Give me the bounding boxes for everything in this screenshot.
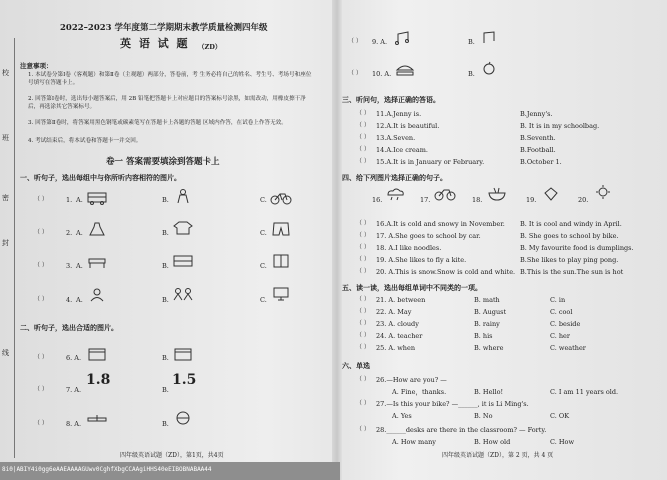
answer-paren[interactable]: （ ）: [356, 220, 370, 227]
option-c: C. cool: [550, 308, 573, 316]
bicycle-icon: [270, 190, 292, 204]
answer-paren[interactable]: （ ）: [356, 244, 370, 251]
question-label: 6. A.: [66, 354, 82, 362]
section-three-heading: 三、听问句，选择正确的答语。: [342, 95, 440, 104]
option-a: A.: [76, 262, 83, 270]
option-b: B. where: [474, 344, 504, 352]
option-b: B.: [162, 354, 169, 362]
rain-cloud-icon: [384, 186, 406, 200]
answer-paren[interactable]: （ ）: [348, 70, 362, 77]
note-item: 2. 回答第Ⅰ卷时，选出每小题答案后，用 2B 铅笔把答题卡上对应题目的答案标号涂黑，如需改动，用橡皮擦干净后，再选涂其它答案标号。: [28, 96, 306, 110]
binding-label: 线: [2, 349, 9, 357]
option-b: B. My favourite food is dumplings.: [520, 244, 634, 252]
option-a: 16.A.It is cold and snowy in November.: [376, 220, 505, 228]
question-label: 9. A.: [372, 38, 388, 46]
option-c: C. OK: [550, 412, 570, 420]
option-b: B. August: [474, 308, 507, 316]
page-two: [342, 28, 652, 464]
option-b: B.: [162, 296, 169, 304]
answer-paren[interactable]: （ ）: [356, 232, 370, 239]
answer-paren[interactable]: （ ）: [356, 332, 370, 339]
option-b: B.: [162, 229, 169, 237]
answer-paren[interactable]: （ ）: [356, 256, 370, 263]
answer-paren[interactable]: （ ）: [348, 38, 362, 45]
option-c: C. beside: [550, 320, 581, 328]
option-b: B.: [162, 262, 169, 270]
answer-paren[interactable]: （ ）: [356, 308, 370, 315]
music-note-icon: [478, 30, 500, 44]
picture-number: 19.: [526, 196, 537, 204]
option-a: 13.A.Seven.: [376, 134, 416, 142]
scan-code: 8i0|ABIY4i0gg6eAAEAAAAGUwv0CghfXbgCCAAgiHHS40eEIBOBNABAA44: [2, 466, 212, 473]
apple-icon: [478, 60, 500, 74]
question-number: 1.: [66, 196, 73, 204]
table-tennis-icon: [86, 412, 108, 426]
answer-paren[interactable]: （ ）: [34, 296, 48, 303]
option-c: C.: [260, 262, 267, 270]
option-b: B. No: [474, 412, 493, 420]
binding-label: 校: [2, 69, 9, 77]
section-one-heading: 一、听句子，选出每组中与你所听内容相符的图片。: [20, 173, 181, 182]
classroom-icon: [172, 253, 194, 267]
dress-icon: [86, 221, 108, 235]
option-b: B. math: [474, 296, 500, 304]
option-b: B. It is cool and windy in April.: [520, 220, 622, 228]
picture-number: 18.: [472, 196, 483, 204]
answer-paren[interactable]: （ ）: [356, 376, 370, 383]
option-b: B.: [162, 420, 169, 428]
question-label: 10. A.: [372, 70, 392, 78]
option-a: A. How many: [392, 438, 436, 446]
option-a: 23. A. cloudy: [376, 320, 419, 328]
picture-number: 16.: [372, 196, 383, 204]
answer-paren[interactable]: （ ）: [356, 296, 370, 303]
picture-number: 17.: [420, 196, 431, 204]
answer-paren[interactable]: （ ）: [356, 426, 370, 433]
question-stem: 27.—Is this your bike? —______, it is Li Ming's.: [376, 400, 529, 408]
section-four-heading: 四、给下列图片选择正确的句子。: [342, 173, 447, 182]
note-item: 4. 考试结束后，将本试卷和答题卡一并交回。: [28, 138, 142, 144]
option-a: 24. A. teacher: [376, 332, 423, 340]
option-b: B.Football.: [520, 146, 556, 154]
section-six-heading: 六、单选: [342, 361, 370, 370]
binding-label: 密: [2, 194, 9, 202]
option-c: C.: [260, 296, 267, 304]
answer-paren[interactable]: （ ）: [356, 344, 370, 351]
sun-icon: [592, 184, 614, 198]
page-fold: [332, 0, 342, 480]
exam-title: 英 语 试 题: [120, 37, 190, 50]
height-value: 1.8: [86, 372, 111, 388]
option-a: 22. A. May: [376, 308, 412, 316]
option-b: B.Seventh.: [520, 134, 556, 142]
option-a: 11.A.Jenny is.: [376, 110, 422, 118]
note-item: 1. 本试卷分第Ⅰ卷（客观题）和第Ⅱ卷（主观题）两部分，答卷前，考 生务必将自己的姓名、考生号、考场号和座位号填写在答题卡上。: [28, 72, 312, 86]
option-c: C.: [260, 229, 267, 237]
option-a: 21. A. between: [376, 296, 426, 304]
bus-icon: [86, 190, 108, 204]
answer-paren[interactable]: （ ）: [356, 122, 370, 129]
desk-icon: [86, 254, 108, 268]
binding-label: 封: [2, 239, 9, 247]
option-b: B. rainy: [474, 320, 500, 328]
question-number: 4.: [66, 296, 73, 304]
question-label: 7. A.: [66, 386, 82, 394]
note-item: 3. 回答第Ⅱ卷时，将答案用黑色钢笔或碳素笔写在答题卡上各题的答题 区域内作答，在试卷上作答无效。: [28, 120, 287, 126]
option-b: B. It is in my schoolbag.: [520, 122, 600, 130]
option-a: 19. A.She likes to fly a kite.: [376, 256, 467, 264]
picture-number: 20.: [578, 196, 589, 204]
option-b: B.Jenny's.: [520, 110, 553, 118]
answer-paren[interactable]: （ ）: [34, 196, 48, 203]
option-a: 18. A.I like noodles.: [376, 244, 442, 252]
option-a: A.: [76, 196, 83, 204]
calendar-icon: [172, 346, 194, 360]
person-icon: [172, 188, 194, 202]
kite-icon: [540, 186, 562, 200]
answer-paren[interactable]: （ ）: [356, 110, 370, 117]
notes-title: 注意事项：: [20, 62, 53, 70]
question-label: 8. A.: [66, 420, 82, 428]
option-b: B.: [162, 196, 169, 204]
answer-paren[interactable]: （ ）: [356, 320, 370, 327]
option-b: B.: [468, 38, 475, 46]
option-a: 14.A.Ice cream.: [376, 146, 428, 154]
option-c: C. How: [550, 438, 575, 446]
option-a: 20. A.This is snow.Snow is cold and white.: [376, 268, 516, 276]
option-b: B.: [468, 70, 475, 78]
page-footer: 四年级英语试题（ZD），第1页，共4页: [120, 452, 224, 459]
option-a: A.: [76, 229, 83, 237]
answer-paren[interactable]: （ ）: [34, 229, 48, 236]
option-a: 12.A.It is beautiful.: [376, 122, 440, 130]
answer-paren[interactable]: （ ）: [34, 386, 48, 393]
binding-margin: [0, 38, 15, 458]
page-one: [20, 24, 320, 464]
option-b: B. She goes to school by bike.: [520, 232, 619, 240]
question-stem: 26.—How are you? —: [376, 376, 447, 384]
scan-code-bar: [0, 462, 340, 480]
option-a: 25. A. when: [376, 344, 416, 352]
children-icon: [172, 286, 194, 300]
bicycle-icon: [434, 186, 456, 200]
locker-icon: [270, 253, 292, 267]
option-b: B. Hello!: [474, 388, 504, 396]
option-b: B.She likes to play ping pong.: [520, 256, 619, 264]
hamburger-icon: [394, 62, 416, 76]
option-c: C. in: [550, 296, 566, 304]
option-b: B.October 1.: [520, 158, 562, 166]
shorts-icon: [270, 221, 292, 235]
option-a: 17. A.She goes to school by car.: [376, 232, 481, 240]
noodles-icon: [486, 186, 508, 200]
height-value: 1.5: [172, 372, 197, 388]
option-c: C. weather: [550, 344, 586, 352]
option-a: 15.A.It is in January or February.: [376, 158, 485, 166]
girl-reading-icon: [86, 287, 108, 301]
option-b: B. How old: [474, 438, 511, 446]
question-number: 3.: [66, 262, 73, 270]
computer-icon: [270, 286, 292, 300]
option-c: C. I am 11 years old.: [550, 388, 619, 396]
answer-paren[interactable]: （ ）: [356, 158, 370, 165]
section-two-heading: 二、听句子，选出合适的图片。: [20, 323, 118, 332]
binding-label: 班: [2, 134, 9, 142]
answer-paren[interactable]: （ ）: [356, 134, 370, 141]
option-c: C. her: [550, 332, 571, 340]
answer-paren[interactable]: （ ）: [356, 146, 370, 153]
answer-paren[interactable]: （ ）: [356, 268, 370, 275]
question-stem: 28.______desks are there in the classroom? — Forty.: [376, 426, 547, 434]
answer-paren[interactable]: （ ）: [34, 262, 48, 269]
coat-icon: [172, 220, 194, 234]
answer-paren[interactable]: （ ）: [34, 420, 48, 427]
calendar-icon: [86, 346, 108, 360]
exam-title-tag: （ZD）: [198, 43, 222, 51]
music-icon: [394, 30, 434, 44]
page-footer: 四年级英语试题（ZD），第 2 页，共 4 页: [442, 452, 554, 459]
option-a: A. Fine，thanks.: [392, 388, 447, 396]
answer-paren[interactable]: （ ）: [34, 354, 48, 361]
answer-paren[interactable]: （ ）: [356, 400, 370, 407]
option-b: B. his: [474, 332, 493, 340]
option-c: C.: [260, 196, 267, 204]
section-five-heading: 五、读一读，选出每组单词中不同类的一项。: [342, 283, 482, 292]
part-one-heading: 卷一 答案需要填涂到答题卡上: [106, 157, 220, 167]
question-number: 2.: [66, 229, 73, 237]
option-b: B.: [162, 386, 169, 394]
option-b: B.This is the sun.The sun is hot: [520, 268, 624, 276]
option-a: A. Yes: [392, 412, 412, 420]
option-a: A.: [76, 296, 83, 304]
exam-header: 2022–2023 学年度第二学期期末教学质量检测四年级: [60, 23, 268, 33]
basketball-icon: [172, 410, 194, 424]
